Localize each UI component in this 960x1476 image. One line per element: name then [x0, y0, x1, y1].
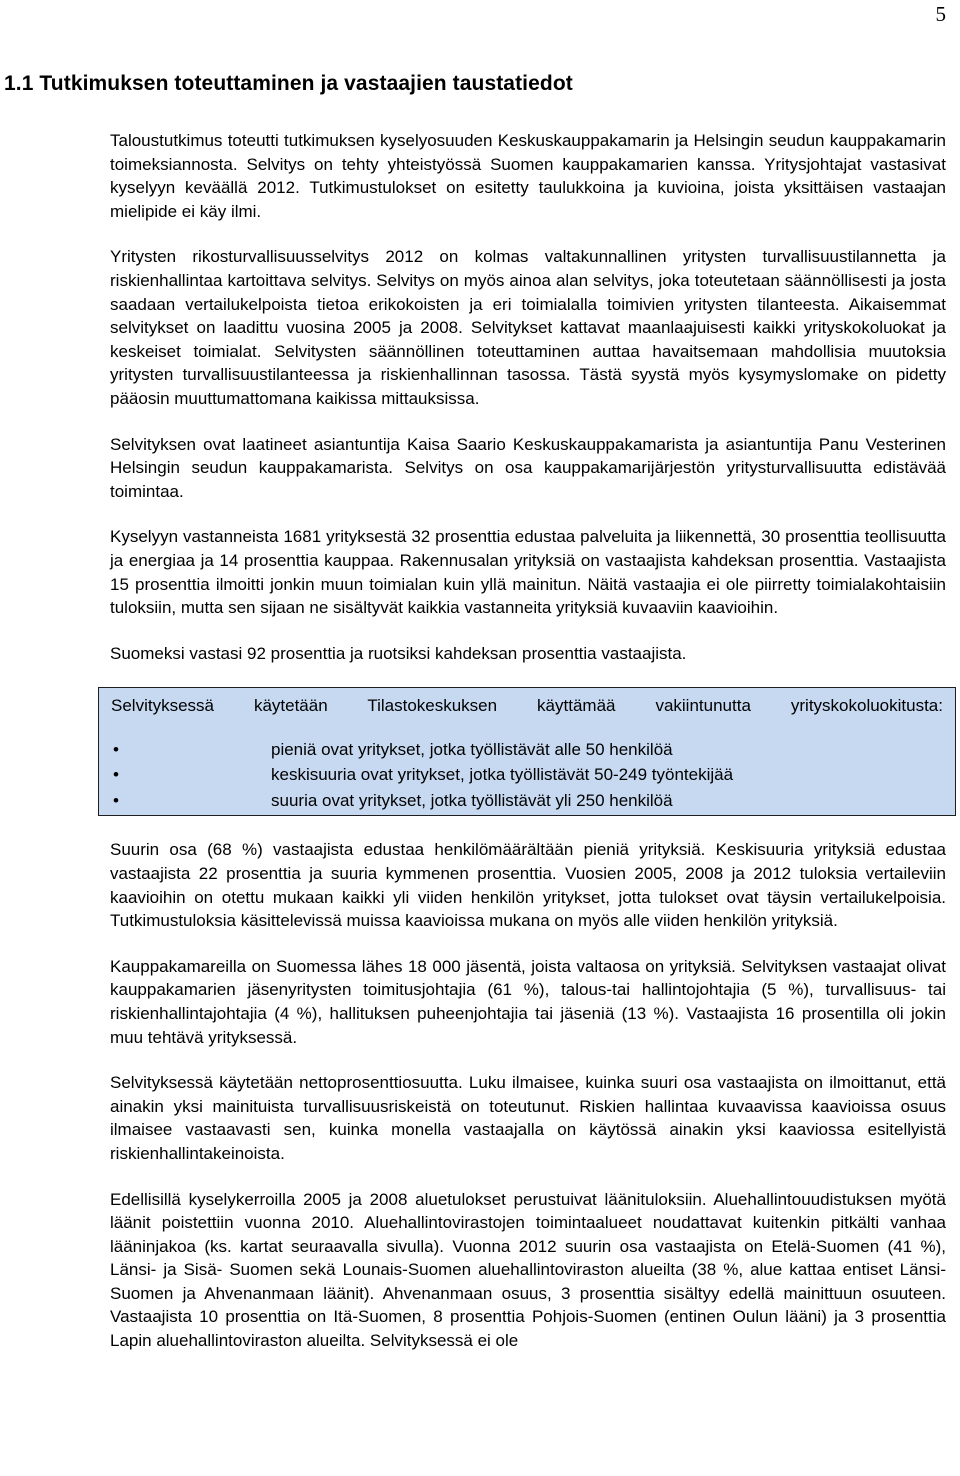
company-size-classification-box [98, 687, 956, 816]
paragraph-regional-results: Edellisillä kyselykerroilla 2005 ja 2008 aluetulokset perustuivat läänituloksiin. Aluehallintouudistuksen myötä läänit poistettiin vuonna 2010. Aluehallintovirastojen toimintaalueet noudattavat kuitenkin pitkälti vanhaa lääninjakoa (ks. kartat seuraavalla sivulla). Vuonna 2012 suurin osa vastaajista on Etelä-Suomen (41 %), Länsi- ja Sisä- Suomen sekä Lounais-Suomen aluehallintoviraston alueilta (38 %, alue kattaa entiset Länsi-Suomen ja Ahvenanmaan läänit). Ahvenanmaan osuus, 3 prosenttia sisältyy edellä mainittuun osuuteen. Vastaajista 10 prosenttia on Itä-Suomen, 8 prosenttia Pohjois-Suomen (entinen Oulun lääni) ja 3 prosenttia Lapin aluehallintoviraston alueilta. Selvityksessä ei ole [110, 1189, 946, 1351]
paragraph-survey-background: Yritysten rikosturvallisuusselvitys 2012 on kolmas valtakunnallinen yritysten turvallisuustilannetta ja riskienhallintaa kartoittava selvitys. Selvitys on myös ainoa alan selvitys, joka toteutetaan säännöllisesti ja josta saadaan vertailukelpoista tietoa erikokoisten ja eri toimialalla toimivien yritysten tilanteesta. Aikaisemmat selvitykset on laadittu vuosina 2005 ja 2008. Selvitykset kattavat maanlaajuisesti kaikki yrityskokoluokat ja keskeiset toimialat. Selvitysten säännöllinen toteuttaminen auttaa havaitsemaan mahdollisia muutoksia yritysten turvallisuustilanteessa ja riskienhallinnan tasossa. Tästä syystä myös kysymyslomake on pidetty pääosin muuttumattomana kaikissa mittauksissa. [110, 247, 946, 408]
section-heading: 1.1 Tutkimuksen toteuttaminen ja vastaajien taustatiedot [4, 72, 573, 95]
classification-item-large [111, 788, 943, 814]
classification-item-text: suuria ovat yritykset, jotka työllistävät yli 250 henkilöä [271, 790, 673, 810]
classification-item-text: keskisuuria ovat yritykset, jotka työllistävät 50-249 työntekijää [271, 765, 734, 785]
classification-item-medium [111, 762, 943, 788]
bullet-icon: • [113, 790, 119, 810]
bullet-icon: • [113, 765, 119, 785]
classification-item-text: pieniä ovat yritykset, jotka työllistävät alle 50 henkilöä [271, 739, 673, 759]
paragraph-company-sizes: Suurin osa (68 %) vastaajista edustaa henkilömäärältään pieniä yrityksiä. Keskisuuria yrityksiä edustaa vastaajista 22 prosenttia ja suuria kymmenen prosenttia. Vuosien 2005, 2008 ja 2012 tuloksia vertaileviin kaavioihin on otettu mukaan kaikki yli viiden henkilön yritykset, jotta tulokset ovat täysin vertailukelpoisia. Tutkimustuloksia käsittelevissä muissa kaavioissa mukana on myös alle viiden henkilön yrityksiä. [110, 840, 946, 931]
page-number: 5 [935, 2, 946, 26]
classification-box-title: Selvityksessä käytetään Tilastokeskuksen käyttämää vakiintunutta yrityskokoluokitusta: [111, 696, 943, 716]
paragraph-research-method: Taloustutkimus toteutti tutkimuksen kyselyosuuden Keskuskauppakamarin ja Helsingin seudun kauppakamarin toimeksiannosta. Selvitys on tehty yhteistyössä Suomen kauppakamarien kanssa. Yritysjohtajat vastasivat kyselyyn keväällä 2012. Tutkimustulokset on esitetty taulukkoina ja kuvioina, joista yksittäisen vastaajan mielipide ei käy ilmi. [110, 131, 946, 221]
classification-list [111, 737, 943, 814]
document-body [110, 129, 946, 1375]
bullet-icon: • [113, 739, 119, 759]
paragraph-industries: Kyselyyn vastanneista 1681 yrityksestä 32 prosenttia edustaa palveluita ja liikennettä, 30 prosenttia teollisuutta ja energiaa ja 14 prosenttia kauppaa. Rakennusalan yrityksiä on vastaajista kahdeksan prosenttia. Vastaajista 15 prosenttia ilmoitti jonkin muun toimialan kuin yllä mainitun. Näitä vastaajia ei ole piirretty toimialakohtaisiin tuloksiin, mutta sen sijaan ne sisältyvät kaikkia vastanneita yrityksiä kuvaaviin kaavioihin. [110, 527, 946, 618]
classification-item-small [111, 737, 943, 763]
paragraph-languages: Suomeksi vastasi 92 prosenttia ja ruotsiksi kahdeksan prosenttia vastaajista. [110, 643, 687, 663]
paragraph-authors: Selvityksen ovat laatineet asiantuntija Kaisa Saario Keskuskauppakamarista ja asiantuntija Panu Vesterinen Helsingin seudun kauppakamarista. Selvitys on osa kauppakamarijärjestön yritysturvallisuutta edistävää toimintaa. [110, 434, 946, 501]
paragraph-net-percentage: Selvityksessä käytetään nettoprosenttiosuutta. Luku ilmaisee, kuinka suuri osa vastaajista on ilmoittanut, että ainakin yksi mainituista turvallisuusriskeistä on toteutunut. Riskien hallintaa kuvaavissa kaavioissa osuus ilmaisee vastaavasti sen, kuinka monella vastaajalla on käytössä ainakin yksi kaaviossa esitellyistä riskienhallintakeinoista. [110, 1073, 946, 1163]
paragraph-respondent-roles: Kauppakamareilla on Suomessa lähes 18 000 jäsentä, joista valtaosa on yrityksiä. Selvityksen vastaajat olivat kauppakamarien jäsenyritysten toimitusjohtajia (61 %), talous-tai hallintojohtajia (5 %), turvallisuus- tai riskienhallintajohtajia (4 %), hallituksen puheenjohtajia tai jäseniä (13 %). Vastaajista 16 prosentilla oli jokin muu tehtävä yrityksessä. [110, 956, 946, 1047]
